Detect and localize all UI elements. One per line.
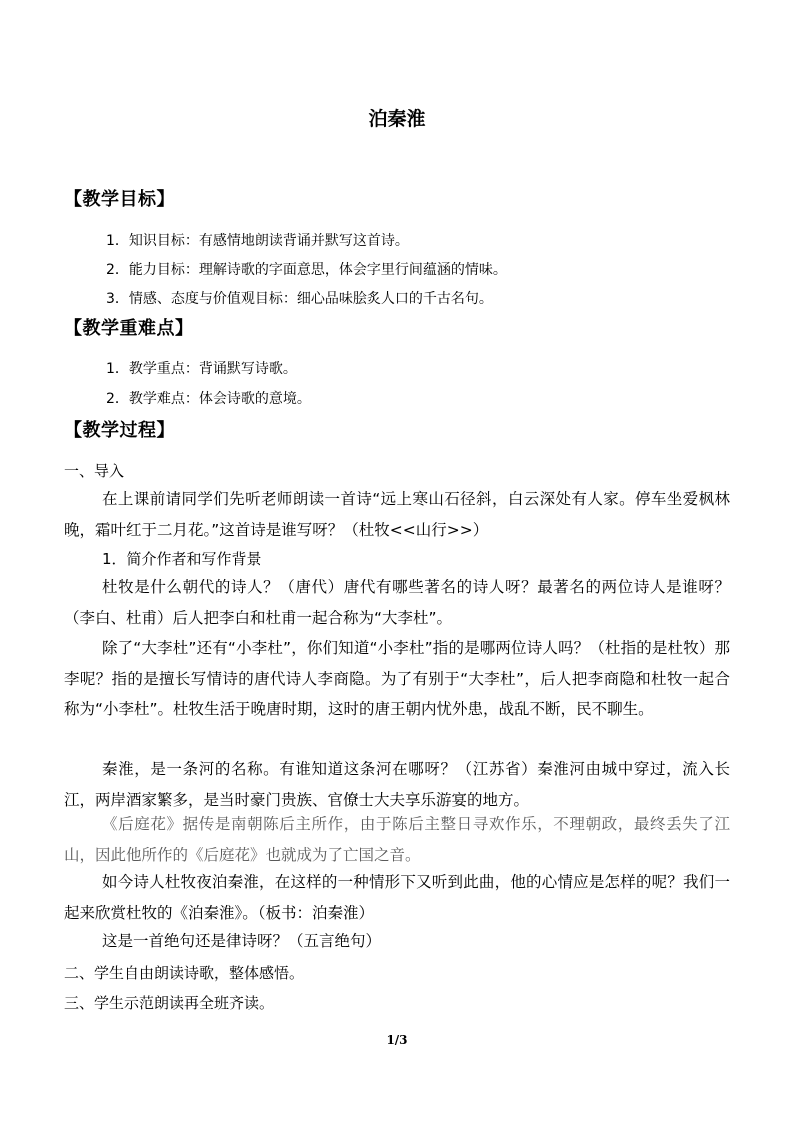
paragraph-qinhuai: 秦淮，是一条河的名称。有谁知道这条河在哪呀？（江苏省）秦淮河由城中穿过，流入长江，两岸酒家繁多，是当时豪门贵族、官僚士大夫享乐游宴的地方。: [64, 760, 730, 809]
process-step-2: 二、学生自由朗读诗歌，整体感悟。: [64, 964, 305, 982]
subheading-author-background: 1．简介作者和写作背景: [102, 550, 262, 568]
paragraph-poet-mood: 如今诗人杜牧夜泊秦淮，在这样的一种情形下又听到此曲，他的心情应是怎样的呢？我们一起来欣赏杜牧的《泊秦淮》。（板书：泊秦淮）: [64, 873, 730, 922]
heading-process: 【教学过程】: [64, 420, 175, 441]
paragraph-houtinghua: 《后庭花》据传是南朝陈后主所作，由于陈后主整日寻欢作乐，不理朝政，最终丢失了江山，因此他所作的《后庭花》也就成为了亡国之音。: [64, 815, 730, 864]
paragraph-dynasty: 杜牧是什么朝代的诗人？（唐代）唐代有哪些著名的诗人呀？最著名的两位诗人是谁呀？（李白、杜甫）后人把李白和杜甫一起合称为“大李杜”。: [64, 578, 730, 627]
objective-item-1: 1．知识目标：有感情地朗读背诵并默写这首诗。: [106, 233, 409, 249]
heading-keypoints: 【教学重难点】: [64, 318, 194, 339]
heading-objectives: 【教学目标】: [64, 189, 175, 210]
paragraph-intro: 在上课前请同学们先听老师朗读一首诗“远上寒山石径斜，白云深处有人家。停车坐爱枫林晚，霜叶红于二月花。”这首诗是谁写呀？（杜牧<<山行>>）: [64, 490, 730, 539]
page-number: 1/3: [386, 1033, 408, 1047]
document-title: 泊秦淮: [368, 108, 426, 130]
objective-item-3: 3．情感、态度与价值观目标：细心品味脍炙人口的千古名句。: [106, 291, 493, 307]
process-step-1: 一、导入: [64, 462, 125, 480]
process-step-3: 三、学生示范朗读再全班齐读。: [64, 994, 275, 1012]
keypoint-item-2: 2．教学难点：体会诗歌的意境。: [106, 391, 311, 407]
paragraph-xiao-li-du: 除了“大李杜”还有“小李杜”，你们知道“小李杜”指的是哪两位诗人吗？（杜指的是杜牧）那李呢？指的是擅长写情诗的唐代诗人李商隐。为了有别于“大李杜”，后人把李商隐和杜牧一起合称为“小李杜”。杜牧生活于晚唐时期，这时的唐王朝内忧外患，战乱不断，民不聊生。: [64, 639, 730, 718]
objective-item-2: 2．能力目标：理解诗歌的字面意思，体会字里行间蕴涵的情味。: [106, 262, 507, 278]
paragraph-question: 这是一首绝句还是律诗呀？（五言绝句）: [102, 932, 382, 950]
keypoint-item-1: 1．教学重点：背诵默写诗歌。: [106, 361, 297, 377]
